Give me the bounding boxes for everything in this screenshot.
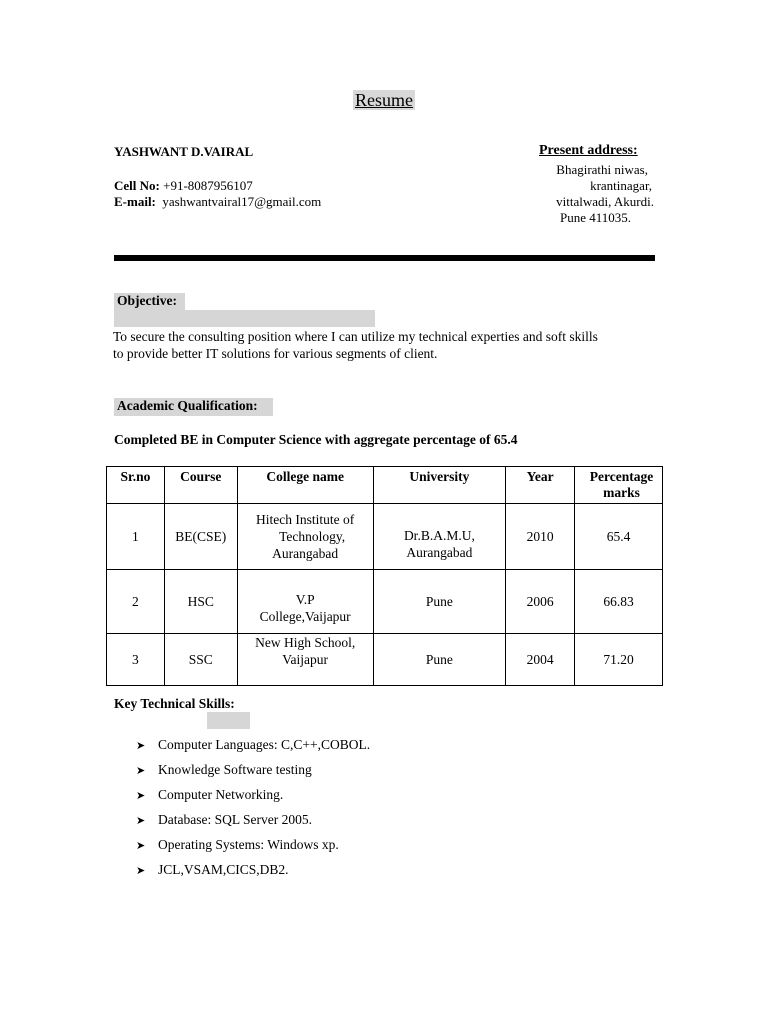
- college-line: Vaijapur: [282, 652, 328, 667]
- college-line: V.P: [295, 591, 315, 607]
- cell-percentage: 71.20: [575, 634, 663, 686]
- skill-text: Computer Networking.: [158, 787, 284, 802]
- table-row: [107, 504, 663, 570]
- cell-percentage: 65.4: [575, 504, 663, 570]
- skills-shade-bar: [207, 712, 250, 729]
- college-line: Technology,: [279, 529, 346, 544]
- objective-text-line2: to provide better IT solutions for various segments of client.: [113, 346, 438, 361]
- cell-university: [373, 634, 506, 686]
- table-row: [107, 570, 663, 634]
- cell-srno: 1: [107, 504, 165, 570]
- list-item: [136, 862, 370, 887]
- table-header-row: [107, 467, 663, 504]
- academic-heading: Academic Qualification:: [114, 398, 273, 416]
- university-line: Pune: [425, 593, 453, 609]
- skills-list: [136, 737, 370, 887]
- arrowhead-bullet-icon: ➤: [136, 840, 146, 852]
- academic-table: [106, 466, 663, 686]
- address-heading: Present address:: [539, 143, 638, 158]
- arrowhead-bullet-icon: ➤: [136, 765, 146, 777]
- list-item: [136, 737, 370, 762]
- arrowhead-bullet-icon: ➤: [136, 790, 146, 802]
- university-line: Dr.B.A.M.U,: [403, 527, 475, 543]
- cell-university: [373, 504, 506, 570]
- list-item: [136, 812, 370, 837]
- cell-line: [114, 178, 253, 194]
- college-line: Aurangabad: [272, 546, 339, 561]
- academic-summary: Completed BE in Computer Science with aggregate percentage of 65.4: [114, 432, 518, 447]
- arrowhead-bullet-icon: ➤: [136, 865, 146, 877]
- list-item: [136, 837, 370, 862]
- skill-text: JCL,VSAM,CICS,DB2.: [158, 862, 289, 877]
- objective-shade-bar: [114, 310, 375, 327]
- horizontal-rule: [114, 255, 655, 261]
- cell-year: 2004: [506, 634, 575, 686]
- address-line: Pune 411035.: [559, 210, 631, 225]
- objective-heading: Objective:: [114, 293, 185, 310]
- table-row: [107, 634, 663, 686]
- email-label: E-mail:: [114, 194, 156, 209]
- cell-college: [237, 634, 373, 686]
- email-line: [114, 194, 321, 210]
- university-line: Aurangabad: [406, 544, 473, 560]
- address-line: vittalwadi, Akurdi.: [556, 194, 654, 209]
- list-item: [136, 762, 370, 787]
- cell-year: 2006: [506, 570, 575, 634]
- column-header: Sr.no: [107, 467, 165, 504]
- cell-srno: 2: [107, 570, 165, 634]
- address-line: krantinagar,: [590, 178, 652, 193]
- column-header: Course: [164, 467, 237, 504]
- objective-text-line1: To secure the consulting position where I can utilize my technical experties and soft skills: [113, 329, 598, 344]
- column-header: Year: [506, 467, 575, 504]
- cell-course: BE(CSE): [164, 504, 237, 570]
- cell-course: HSC: [164, 570, 237, 634]
- college-line: College,Vaijapur: [259, 608, 351, 624]
- cell-course: SSC: [164, 634, 237, 686]
- cell-value: +91-8087956107: [163, 178, 253, 193]
- cell-label: Cell No:: [114, 178, 160, 193]
- column-header: Percentage marks: [575, 467, 663, 504]
- cell-university: [373, 570, 506, 634]
- cell-srno: 3: [107, 634, 165, 686]
- university-line: Pune: [425, 651, 453, 667]
- resume-title: Resume: [355, 90, 413, 110]
- skill-text: Database: SQL Server 2005.: [158, 812, 312, 827]
- candidate-name: YASHWANT D.VAIRAL: [114, 144, 254, 159]
- skill-text: Operating Systems: Windows xp.: [158, 837, 339, 852]
- college-line: New High School,: [255, 635, 356, 650]
- cell-college: [237, 570, 373, 634]
- arrowhead-bullet-icon: ➤: [136, 740, 146, 752]
- column-header: College name: [237, 467, 373, 504]
- page-title: [0, 90, 768, 111]
- cell-college: [237, 504, 373, 570]
- column-header: University: [373, 467, 506, 504]
- arrowhead-bullet-icon: ➤: [136, 815, 146, 827]
- skill-text: Knowledge Software testing: [158, 762, 312, 777]
- skill-text: Computer Languages: C,C++,COBOL.: [158, 737, 371, 752]
- college-line: Hitech Institute of: [256, 512, 355, 527]
- skills-heading: Key Technical Skills:: [114, 696, 235, 711]
- email-value: yashwantvairal17@gmail.com: [162, 194, 322, 209]
- address-line: Bhagirathi niwas,: [556, 162, 648, 177]
- cell-percentage: 66.83: [575, 570, 663, 634]
- list-item: [136, 787, 370, 812]
- cell-year: 2010: [506, 504, 575, 570]
